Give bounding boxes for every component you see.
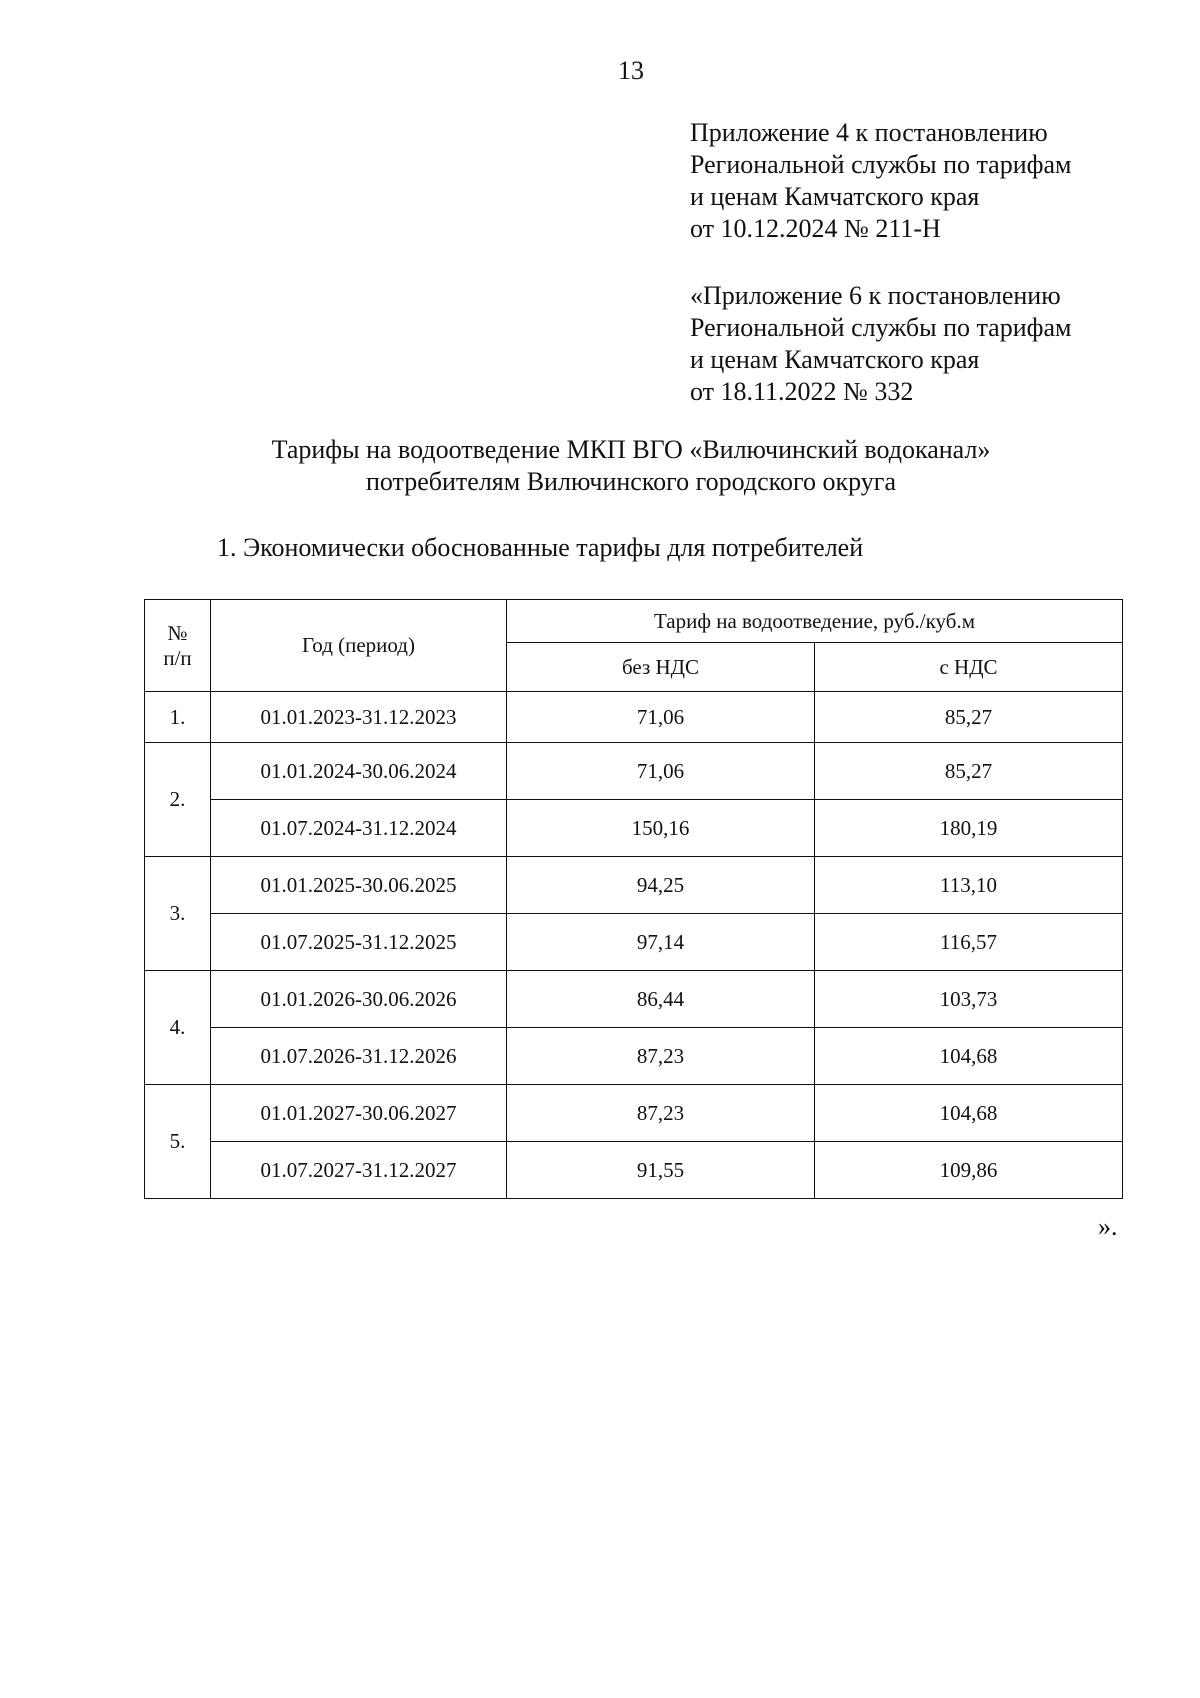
- period-cell: 01.01.2025-30.06.2025: [211, 857, 507, 914]
- closing-quote-mark: ».: [1098, 1212, 1118, 1241]
- appendix-line: «Приложение 6 к постановлению: [690, 281, 1061, 310]
- appendix-line: и ценам Камчатского края: [690, 345, 980, 374]
- tariff-with-vat-cell: 104,68: [815, 1085, 1123, 1142]
- tariff-with-vat-cell: 113,10: [815, 857, 1123, 914]
- row-number: 3.: [145, 857, 211, 971]
- period-cell: 01.07.2025-31.12.2025: [211, 914, 507, 971]
- period-cell: 01.07.2026-31.12.2026: [211, 1028, 507, 1085]
- tariff-with-vat-cell: 85,27: [815, 743, 1123, 800]
- appendix-reference-current: [690, 117, 1071, 245]
- tariff-without-vat-cell: 71,06: [507, 692, 815, 743]
- title-line: потребителям Вилючинского городского округа: [365, 467, 897, 496]
- period-cell: 01.01.2026-30.06.2026: [211, 971, 507, 1028]
- tariff-without-vat-cell: 86,44: [507, 971, 815, 1028]
- header-number-abbrev: п/п: [163, 645, 192, 670]
- table-row: [145, 1142, 1123, 1199]
- row-number: 2.: [145, 743, 211, 857]
- table-row: [145, 743, 1123, 800]
- page-number: 13: [618, 56, 644, 85]
- period-cell: 01.01.2027-30.06.2027: [211, 1085, 507, 1142]
- tariff-table: [144, 599, 1123, 1199]
- table-row: [145, 857, 1123, 914]
- appendix-line: от 10.12.2024 № 211-Н: [690, 214, 941, 243]
- tariff-with-vat-cell: 103,73: [815, 971, 1123, 1028]
- tariff-with-vat-cell: 116,57: [815, 914, 1123, 971]
- tariff-with-vat-cell: 109,86: [815, 1142, 1123, 1199]
- tariff-with-vat-cell: 85,27: [815, 692, 1123, 743]
- row-number: 5.: [145, 1085, 211, 1199]
- period-cell: 01.01.2024-30.06.2024: [211, 743, 507, 800]
- appendix-line: Приложение 4 к постановлению: [690, 118, 1048, 147]
- tariff-table-body: [145, 692, 1123, 1199]
- period-cell: 01.01.2023-31.12.2023: [211, 692, 507, 743]
- appendix-reference-original: [690, 280, 1071, 408]
- appendix-line: от 18.11.2022 № 332: [690, 377, 914, 406]
- section-heading: 1. Экономически обоснованные тарифы для потребителей: [217, 533, 864, 562]
- table-row: [145, 800, 1123, 857]
- tariff-without-vat-cell: 91,55: [507, 1142, 815, 1199]
- table-row: [145, 1085, 1123, 1142]
- tariff-with-vat-cell: 104,68: [815, 1028, 1123, 1085]
- period-cell: 01.07.2024-31.12.2024: [211, 800, 507, 857]
- header-with-vat: с НДС: [815, 643, 1123, 692]
- tariff-with-vat-cell: 180,19: [815, 800, 1123, 857]
- table-row: [145, 914, 1123, 971]
- row-number: 4.: [145, 971, 211, 1085]
- tariff-without-vat-cell: 97,14: [507, 914, 815, 971]
- tariff-without-vat-cell: 71,06: [507, 743, 815, 800]
- header-number-symbol: №: [167, 620, 188, 645]
- header-without-vat: без НДС: [507, 643, 815, 692]
- tariff-without-vat-cell: 87,23: [507, 1028, 815, 1085]
- tariff-without-vat-cell: 87,23: [507, 1085, 815, 1142]
- row-number: 1.: [145, 692, 211, 743]
- table-row: [145, 1028, 1123, 1085]
- header-period: Год (период): [211, 600, 507, 692]
- document-title: [0, 434, 1200, 498]
- appendix-line: и ценам Камчатского края: [690, 182, 980, 211]
- period-cell: 01.07.2027-31.12.2027: [211, 1142, 507, 1199]
- header-tariff: Тариф на водоотведение, руб./куб.м: [507, 600, 1123, 643]
- appendix-line: Региональной службы по тарифам: [690, 150, 1072, 179]
- title-line: Тарифы на водоотведение МКП ВГО «Вилючинский водоканал»: [271, 435, 991, 464]
- header-number: [145, 600, 211, 692]
- tariff-without-vat-cell: 94,25: [507, 857, 815, 914]
- table-row: [145, 971, 1123, 1028]
- table-row: [145, 692, 1123, 743]
- tariff-without-vat-cell: 150,16: [507, 800, 815, 857]
- appendix-line: Региональной службы по тарифам: [690, 313, 1072, 342]
